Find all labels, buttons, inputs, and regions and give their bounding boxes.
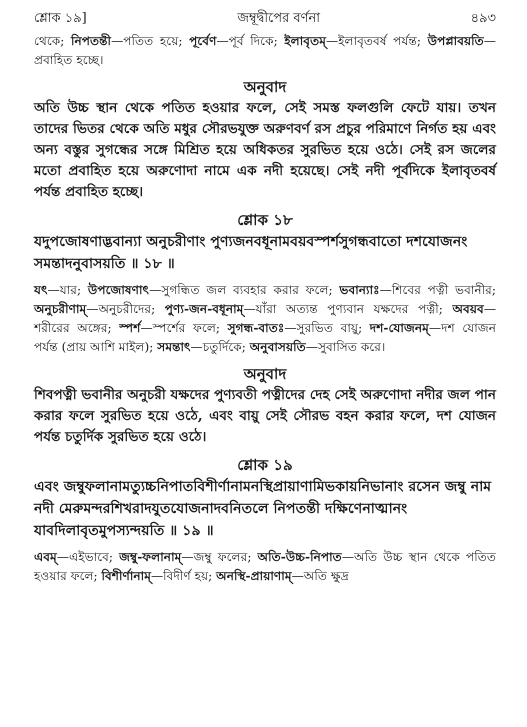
wbw-meaning: —এইভাবে; xyxy=(56,550,120,564)
wbw-word: জম্বু-ফলানাম্ xyxy=(119,550,182,564)
page xyxy=(34,10,496,586)
wbw-word: অতি-উচ্চ-নিপাত xyxy=(257,550,342,564)
translation-text: অতি উচ্চ স্থান থেকে পতিত হওয়ার ফলে, সেই সমস্ত ফলগুলি ফেটে যায়। তখন তাদের ভিতর থেকে অতি মধুর সৌরভযুক্ত অরুণবর্ণ রস প্রচুর পরিমাণে নির্গত হয় এবং অন্য বস্তুর সুগন্ধের সঙ্গে মিশ্রিত হয়ে অধিকতর সুরভিত হয়ে ওঠে। সেই রস জলের মতো প্রবাহিত হয়ে অরুণোদা নামে এক নদী হয়েছে। সেই নদী পূর্বদিকে ইলাবৃতবর্ষ পর্যন্ত প্রবাহিত হচ্ছে। xyxy=(34,100,496,200)
wbw-meaning: থেকে; xyxy=(34,34,71,48)
wbw-word: স্পর্শ xyxy=(119,321,141,335)
header-page-number: ৪৯৩ xyxy=(470,11,496,26)
verse-text: এবং জম্বুফলানামত্যুচ্চনিপাতবিশীর্ণানামনস্থিপ্রায়াণামিভকায়নিভানাং রসেন জম্বু নাম নদী মেরুমন্দরশিখরাদযুতযোজনাদবনিতলে নিপতন্তী দক্ষিণেনাত্মানং যাবদিলাবৃতমুপস্যন্দয়তি ॥ ১৯ ॥ xyxy=(34,479,492,539)
running-header xyxy=(34,10,496,32)
wbw-word: উপপ্লাবয়তি xyxy=(427,34,484,48)
wbw-word: উপজোষণাৎ xyxy=(87,283,150,297)
wbw-word: পুণ্য-জন-বধূনাম্ xyxy=(164,302,244,316)
wbw-meaning: —সুবাসিত করে। xyxy=(305,340,386,354)
wbw-word: অবয়ব xyxy=(452,302,484,316)
wbw-meaning: —চতুর্দিকে; xyxy=(190,340,250,354)
header-verse-ref: শ্লোক ১৯] xyxy=(34,11,87,26)
wbw-word: অনস্থি-প্রায়াণাম্ xyxy=(216,569,292,583)
wbw-word: ভবান্যাঃ xyxy=(339,283,380,297)
wbw-word: সমন্তাৎ xyxy=(157,340,191,354)
prev-word-meanings xyxy=(34,32,496,70)
wbw-meaning: —যার; xyxy=(47,283,88,297)
header-chapter-title: জম্বূদ্বীপের বর্ণনা xyxy=(237,11,321,26)
verse-heading: শ্লোক ১৯ xyxy=(237,456,293,474)
word-meanings xyxy=(34,281,496,357)
wbw-meaning: —অতি উচ্চ স্থান থেকে পতিত হওয়ার ফলে; xyxy=(34,550,497,583)
wbw-meaning: —শিবের পত্নী ভবানীর; xyxy=(379,283,496,297)
wbw-meaning: —সুরভিত বায়ু; xyxy=(284,321,370,335)
wbw-word: অনুবাসয়তি xyxy=(249,340,306,354)
verse-heading: শ্লোক ১৮ xyxy=(237,211,293,229)
wbw-word: যৎ xyxy=(34,283,48,297)
verse-text: যদুপজোষণাদ্ভবান্যা অনুচরীণাং পুণ্যজনবধূনামবয়বস্পর্শসুগন্ধবাতো দশযোজনং সমন্তাদনুবাসয়তি ॥ ১৮ ॥ xyxy=(34,234,468,272)
word-meanings xyxy=(34,548,496,586)
wbw-word: দশ-যোজনম্ xyxy=(369,321,429,335)
wbw-word: পূর্বেণ xyxy=(189,34,217,48)
wbw-word: সুগন্ধ-বাতঃ xyxy=(227,321,285,335)
wbw-meaning: —যাঁরা অত্যন্ত পুণ্যবান যক্ষদের পত্নী; xyxy=(243,302,453,316)
wbw-word: ইলাবৃতম্ xyxy=(284,34,326,48)
wbw-meaning: —স্পর্শের ফলে; xyxy=(140,321,228,335)
wbw-word: নিপতন্তী xyxy=(70,34,112,48)
wbw-word: এবম্ xyxy=(34,550,57,564)
wbw-word: অনুচরীণাম্ xyxy=(34,302,87,316)
wbw-meaning: —বিদীর্ণ হয়; xyxy=(150,569,217,583)
wbw-meaning: —অতি ক্ষুদ্র xyxy=(291,569,349,583)
translation-heading: অনুবাদ xyxy=(243,78,287,96)
wbw-meaning: —দশ যোজন পর্যন্ত (প্রায় আশি মাইল); xyxy=(34,321,496,354)
wbw-meaning: —পূর্ব দিকে; xyxy=(216,34,285,48)
translation-text: শিবপত্নী ভবানীর অনুচরী যক্ষদের পুণ্যবতী পত্নীদের দেহ সেই অরুণোদা নদীর জল পান করার ফলে সুরভিত হয়ে ওঠে, এবং বায়ু সেই সৌরভ বহন করার ফলে, দশ যোজন পর্যন্ত চতুর্দিক সুরভিত হয়ে ওঠে। xyxy=(34,387,496,445)
wbw-word: বিশীর্ণানাম্ xyxy=(101,569,151,583)
wbw-meaning: —শরীরের অঙ্গের; xyxy=(34,302,496,335)
wbw-meaning: —প্রবাহিত হচ্ছে। xyxy=(34,34,496,67)
wbw-meaning: —অনুচরীদের; xyxy=(86,302,165,316)
wbw-meaning: —জম্বু ফলের; xyxy=(181,550,258,564)
wbw-meaning: —পতিত হয়ে; xyxy=(111,34,190,48)
wbw-meaning: —ইলাবৃতবর্ষ পর্যন্ত; xyxy=(325,34,428,48)
translation-heading: অনুবাদ xyxy=(243,365,287,383)
wbw-meaning: —সুগন্ধিত জল ব্যবহার করার ফলে; xyxy=(149,283,340,297)
